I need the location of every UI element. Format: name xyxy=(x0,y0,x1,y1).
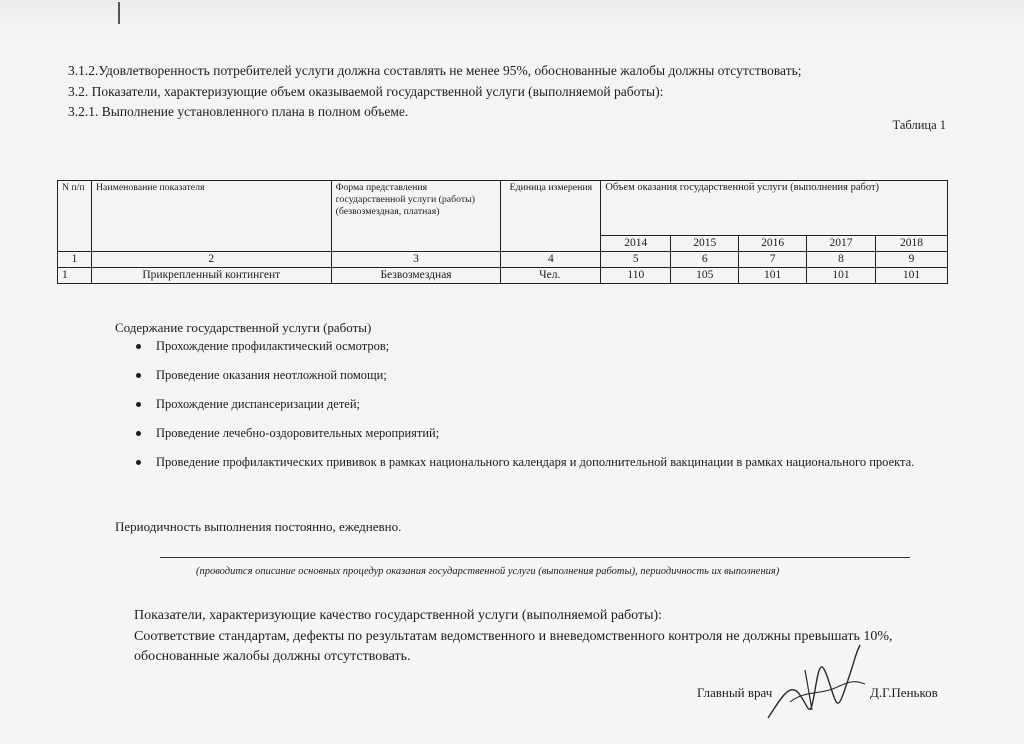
table-row xyxy=(58,268,948,284)
intro-line-1: 3.1.2.Удовлетворенность потребителей услуги должна составлять не менее 95%, обоснованные жалобы должны отсутствовать; xyxy=(68,63,802,78)
year-cell: 2014 xyxy=(601,236,671,252)
intro-line-2: 3.2. Показатели, характеризующие объем оказываемой государственной услуги (выполняемой работы): xyxy=(68,84,664,99)
column-numbers-row xyxy=(58,252,948,268)
col-number: 1 xyxy=(58,252,92,268)
quality-line-1: Показатели, характеризующие качество государственной услуги (выполняемой работы): xyxy=(134,608,663,623)
header-form: Форма представления государственной услуги (работы) (безвозмездная, платная) xyxy=(331,181,501,252)
divider xyxy=(160,557,910,558)
col-number: 8 xyxy=(807,252,876,268)
row-value: 101 xyxy=(876,268,948,284)
header-unit: Единица измерения xyxy=(501,181,601,252)
procedure-caption: (проводится описание основных процедур оказания государственной услуги (выполнения работы), периодичность их выполнения) xyxy=(196,566,780,577)
periodicity-text: Периодичность выполнения постоянно, ежедневно. xyxy=(115,519,402,534)
col-number: 3 xyxy=(331,252,501,268)
list-item: Проведение лечебно-оздоровительных мероприятий; xyxy=(134,425,934,441)
header-num: N п/п xyxy=(58,181,92,252)
row-value: 101 xyxy=(807,268,876,284)
col-number: 2 xyxy=(91,252,331,268)
header-volume: Объем оказания государственной услуги (выполнения работ) xyxy=(601,181,948,236)
col-number: 9 xyxy=(876,252,948,268)
list-item: Проведение оказания неотложной помощи; xyxy=(134,367,934,383)
col-number: 5 xyxy=(601,252,671,268)
signature-icon xyxy=(760,640,870,725)
row-num: 1 xyxy=(58,268,92,284)
pen-mark xyxy=(118,2,120,24)
intro-line-3: 3.2.1. Выполнение установленного плана в полном объеме. xyxy=(68,104,409,119)
year-cell: 2017 xyxy=(807,236,876,252)
row-unit: Чел. xyxy=(501,268,601,284)
row-value: 105 xyxy=(671,268,739,284)
col-number: 6 xyxy=(671,252,739,268)
quality-line-3: обоснованные жалобы должны отсутствовать. xyxy=(134,649,411,664)
list-item: Проведение профилактических прививок в рамках национального календаря и дополнительной вакцинации в рамках национального проекта. xyxy=(134,454,934,470)
volume-table xyxy=(57,180,948,284)
row-value: 101 xyxy=(739,268,807,284)
list-item: Прохождение профилактический осмотров; xyxy=(134,338,934,354)
row-form: Безвозмездная xyxy=(331,268,501,284)
content-heading: Содержание государственной услуги (работы) xyxy=(115,320,372,335)
list-item: Прохождение диспансеризации детей; xyxy=(134,396,934,412)
year-cell: 2016 xyxy=(739,236,807,252)
year-cell: 2015 xyxy=(671,236,739,252)
year-cell: 2018 xyxy=(876,236,948,252)
service-list xyxy=(134,338,934,483)
signatory-name: Д.Г.Пеньков xyxy=(870,685,938,700)
col-number: 7 xyxy=(739,252,807,268)
header-name: Наименование показателя xyxy=(91,181,331,252)
table-header-row xyxy=(58,181,948,236)
signatory-role: Главный врач xyxy=(697,685,773,700)
table-label: Таблица 1 xyxy=(892,118,946,132)
row-name: Прикрепленный контингент xyxy=(91,268,331,284)
quality-line-2: Соответствие стандартам, дефекты по результатам ведомственного и вневедомственного контроля не должны превышать 10%, xyxy=(134,629,893,644)
col-number: 4 xyxy=(501,252,601,268)
row-value: 110 xyxy=(601,268,671,284)
